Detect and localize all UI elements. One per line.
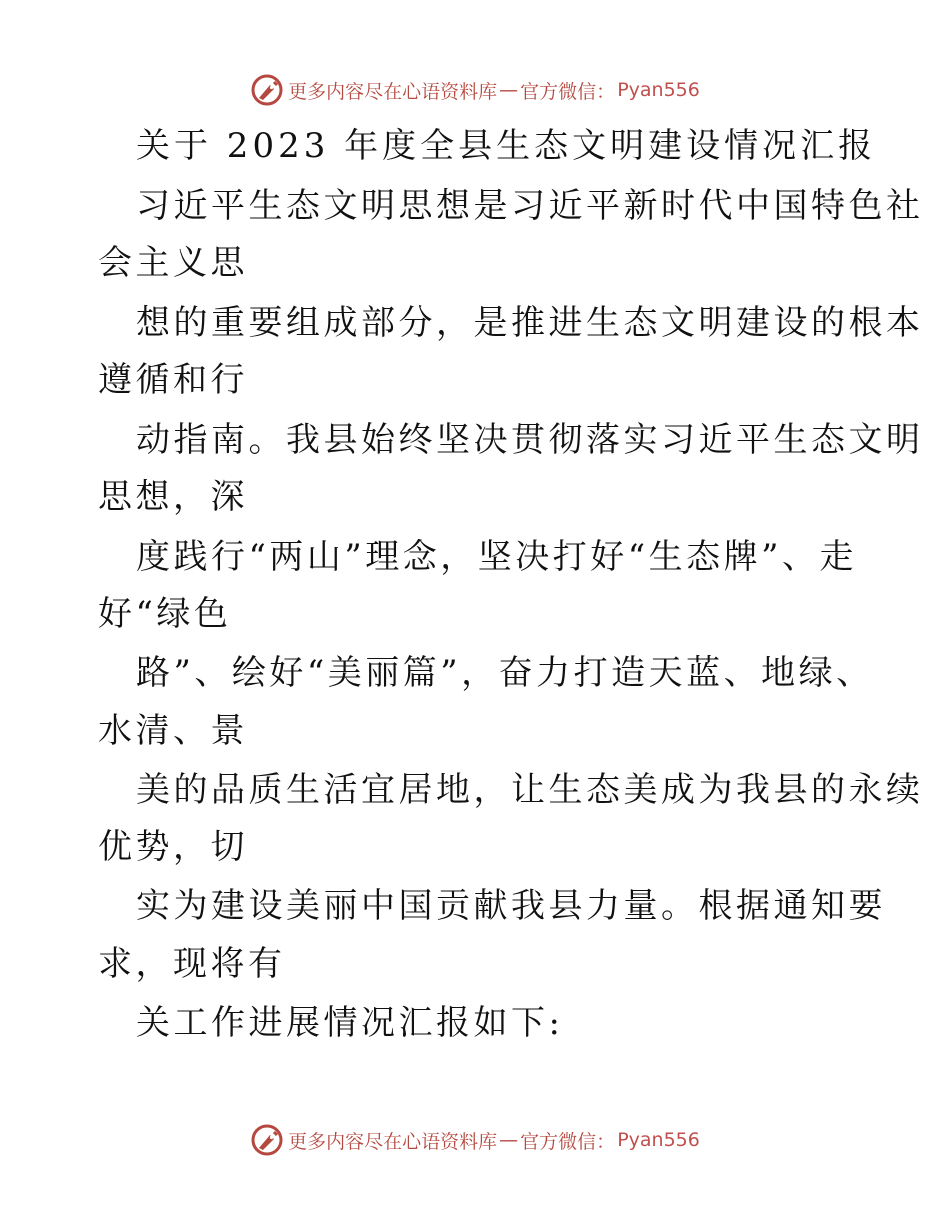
paragraph-line: 美的品质生活宜居地，让生态美成为我县的永续 [136, 770, 924, 810]
watermark-wechat-id: Pyan556 [617, 79, 700, 101]
watermark-separator: — [499, 79, 519, 101]
paragraph-line: 思想，深 [98, 477, 248, 517]
paragraph-line: 度践行“两山”理念，坚决打好“生态牌”、走 [136, 537, 858, 577]
paragraph-line: 路”、绘好“美丽篇”，奋力打造天蓝、地绿、 [136, 653, 874, 693]
watermark-separator: — [499, 1129, 519, 1151]
watermark-wechat-id: Pyan556 [617, 1129, 700, 1151]
document-title: 关于 2023 年度全县生态文明建设情况汇报 [136, 126, 877, 166]
paragraph-line: 想的重要组成部分，是推进生态文明建设的根本 [136, 303, 924, 343]
paragraph-line: 优势，切 [98, 827, 248, 867]
pen-nib-logo-icon [250, 1123, 284, 1157]
paragraph-line: 好“绿色 [98, 594, 232, 634]
paragraph-line: 水清、景 [98, 711, 248, 751]
paragraph-line: 关工作进展情况汇报如下: [136, 1003, 564, 1043]
footer-watermark [0, 1120, 950, 1160]
watermark-wechat-label: 官方微信： [520, 80, 616, 103]
paragraph-line: 动指南。我县始终坚决贯彻落实习近平生态文明 [136, 420, 924, 460]
watermark-site-text: 更多内容尽在心语资料库 [288, 1130, 498, 1153]
paragraph-line: 会主义思 [98, 243, 248, 283]
watermark-site-text: 更多内容尽在心语资料库 [288, 80, 498, 103]
paragraph-line: 求，现将有 [98, 944, 286, 984]
paragraph-line: 习近平生态文明思想是习近平新时代中国特色社 [136, 186, 924, 226]
paragraph-line: 实为建设美丽中国贡献我县力量。根据通知要 [136, 886, 886, 926]
paragraph-line: 遵循和行 [98, 360, 248, 400]
watermark-wechat-label: 官方微信： [520, 1130, 616, 1153]
